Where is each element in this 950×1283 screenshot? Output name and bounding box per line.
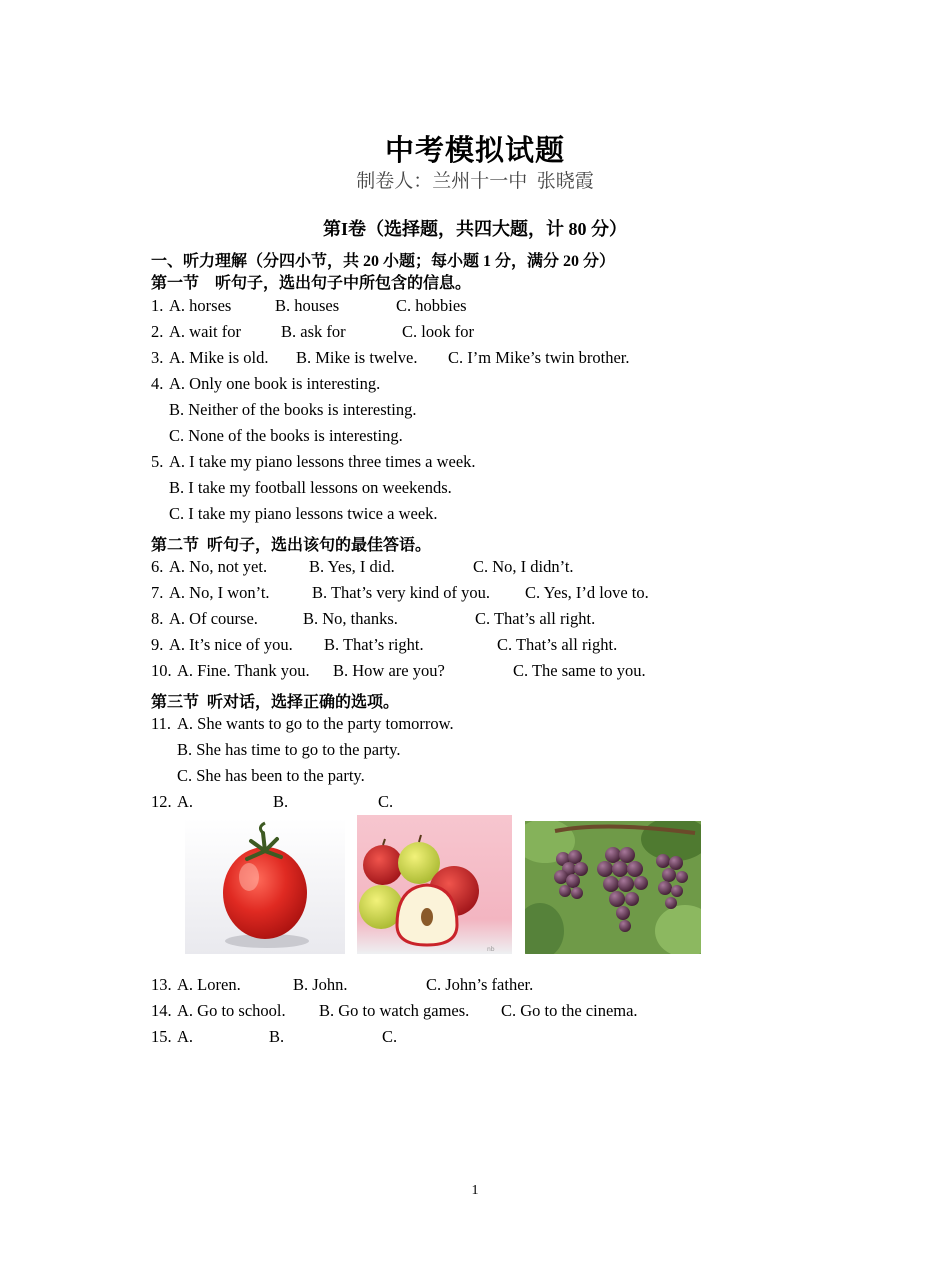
svg-text:nb: nb [487,946,495,953]
q15-option-a: A. [177,1027,194,1046]
q11-option-c: C. She has been to the party. [177,766,365,785]
q3-number: 3. [151,348,164,367]
part1-title: 第I卷（选择题，共四大题，计 80 分） [322,219,627,239]
tomato-picture [185,819,345,954]
q14-option-c: C. Go to the cinema. [501,1001,638,1020]
q5-option-a: A. I take my piano lessons three times a week. [169,452,476,471]
section1-heading: 一、听力理解（分四小节，共 20 小题；每小题 1 分，满分 20 分） [151,253,616,270]
q6-option-c: C. No, I didn’t. [473,557,574,576]
q10-option-a: A. Fine. Thank you. [177,661,310,680]
q5-number: 5. [151,452,164,471]
q14-option-b: B. Go to watch games. [319,1001,470,1020]
q12-option-b: B. [273,792,289,811]
q10-number: 10. [151,661,172,680]
sub2-heading: 第二节 听句子，选出该句的最佳答语。 [151,537,432,554]
q13-option-c: C. John’s father. [426,975,534,994]
grapes-picture [525,821,701,954]
q10-option-b: B. How are you? [333,661,445,680]
q1-option-b: B. houses [275,296,340,315]
q1-number: 1. [151,296,164,315]
author-line: 制卷人：兰州十一中 张晓霞 [356,171,594,192]
q3-option-b: B. Mike is twelve. [296,348,418,367]
q2-option-a: A. wait for [169,322,241,341]
apples-picture [357,815,512,954]
q9-number: 9. [151,635,164,654]
q7-option-c: C. Yes, I’d love to. [525,583,649,602]
q1-option-c: C. hobbies [396,296,467,315]
q8-option-c: C. That’s all right. [475,609,596,628]
q10-option-c: C. The same to you. [513,661,646,680]
q14-number: 14. [151,1001,172,1020]
q9-option-a: A. It’s nice of you. [169,635,293,654]
q12-number: 12. [151,792,172,811]
sub3-heading: 第三节 听对话，选择正确的选项。 [151,694,400,711]
page-title: 中考模拟试题 [384,135,565,167]
q4-option-b: B. Neither of the books is interesting. [169,400,417,419]
q15-option-c: C. [382,1027,398,1046]
q3-option-c: C. I’m Mike’s twin brother. [448,348,630,367]
q6-number: 6. [151,557,164,576]
q1-option-a: A. horses [169,296,232,315]
q5-option-b: B. I take my football lessons on weekends. [169,478,452,497]
q11-number: 11. [151,714,172,733]
q12-option-a: A. [177,792,194,811]
q4-number: 4. [151,374,164,393]
q15-option-b: B. [269,1027,285,1046]
q8-option-a: A. Of course. [169,609,258,628]
q8-option-b: B. No, thanks. [303,609,398,628]
q2-option-c: C. look for [402,322,474,341]
q7-option-a: A. No, I won’t. [169,583,270,602]
q7-number: 7. [151,583,164,602]
q12-option-c: C. [378,792,394,811]
page-number: 1 [471,1183,479,1198]
q4-option-a: A. Only one book is interesting. [169,374,381,393]
q11-option-a: A. She wants to go to the party tomorrow. [177,714,454,733]
q6-option-a: A. No, not yet. [169,557,268,576]
q9-option-c: C. That’s all right. [497,635,618,654]
q5-option-c: C. I take my piano lessons twice a week. [169,504,438,523]
q9-option-b: B. That’s right. [324,635,424,654]
q14-option-a: A. Go to school. [177,1001,286,1020]
q11-option-b: B. She has time to go to the party. [177,740,401,759]
q3-option-a: A. Mike is old. [169,348,269,367]
q15-number: 15. [151,1027,172,1046]
q2-number: 2. [151,322,164,341]
sub1-heading: 第一节 听句子，选出句子中所包含的信息。 [151,275,472,292]
q13-option-b: B. John. [293,975,348,994]
q2-option-b: B. ask for [281,322,346,341]
q8-number: 8. [151,609,164,628]
q7-option-b: B. That’s very kind of you. [312,583,490,602]
q13-number: 13. [151,975,172,994]
q13-option-a: A. Loren. [177,975,241,994]
q6-option-b: B. Yes, I did. [309,557,395,576]
q4-option-c: C. None of the books is interesting. [169,426,403,445]
